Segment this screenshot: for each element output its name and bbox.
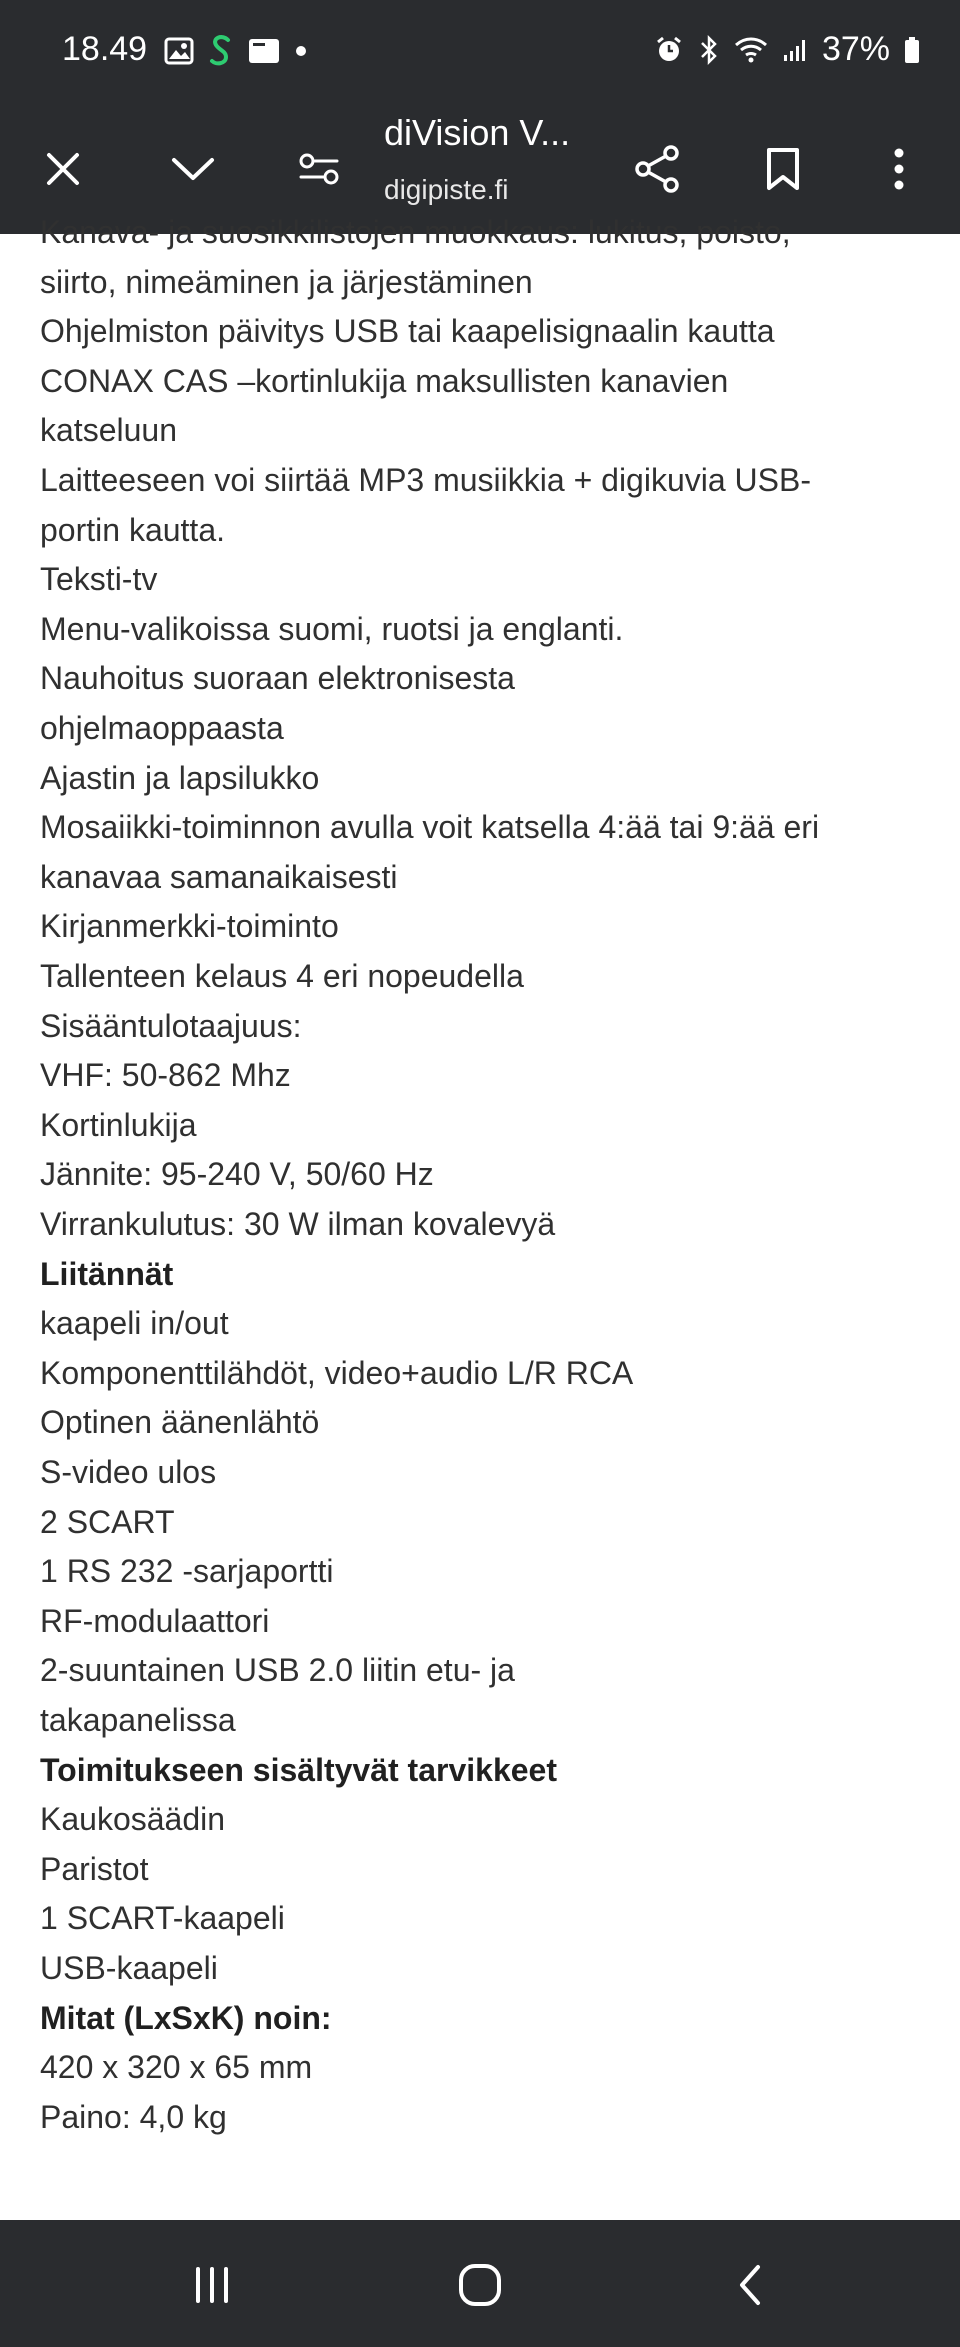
recents-icon — [192, 2266, 232, 2304]
spec-line: Mosaiikki-toiminnon avulla voit katsella 4:ää tai 9:ää eri — [40, 809, 820, 846]
spec-line: Laitteeseen voi siirtää MP3 musiikkia + digikuvia USB- — [40, 462, 811, 498]
tune-icon — [297, 151, 341, 187]
spec-line: Kanava- ja suosikkilistojen muokkaus: lukitus, poisto, — [40, 214, 791, 250]
spec-line: takapanelissa — [40, 1702, 236, 1738]
spec-line: ohjelmaoppaasta — [40, 710, 284, 746]
tablet-icon — [248, 38, 280, 64]
alarm-icon — [654, 35, 684, 65]
spec-line: Optinen äänenlähtö — [40, 1404, 320, 1441]
signal-icon — [782, 37, 808, 63]
spec-line: 2-suuntainen USB 2.0 liitin etu- ja — [40, 1652, 515, 1689]
more-vert-icon — [892, 147, 906, 191]
section-heading: Liitännät — [40, 1255, 174, 1292]
spec-line: 420 x 320 x 65 mm — [40, 2049, 313, 2086]
status-time: 18.49 — [62, 30, 148, 68]
spec-line: Kortinlukija — [40, 1106, 197, 1143]
spec-line: Paino: 4,0 kg — [40, 2098, 227, 2135]
spec-line: 1 RS 232 -sarjaportti — [40, 1553, 334, 1590]
spec-line: Kirjanmerkki-toiminto — [40, 908, 339, 945]
spec-line: Teksti-tv — [40, 561, 158, 598]
page-title[interactable]: diVision V... — [384, 112, 571, 153]
spec-line: Kaukosäädin — [40, 1801, 226, 1838]
spec-line: Jännite: 95-240 V, 50/60 Hz — [40, 1156, 434, 1193]
page-content — [0, 214, 960, 2220]
system-icons — [654, 30, 920, 69]
battery-icon — [904, 36, 920, 64]
bookmark-icon — [765, 146, 801, 192]
spec-line: portin kautta. — [40, 511, 225, 548]
chevron-down-icon — [170, 154, 216, 184]
minimize-button[interactable] — [158, 134, 228, 204]
spec-line: Ohjelmiston päivitys USB tai kaapelisignaalin kautta — [40, 313, 775, 350]
section-heading: Toimitukseen sisältyvät tarvikkeet — [40, 1751, 557, 1788]
spec-line: katseluun — [40, 412, 177, 449]
spec-line: 1 SCART-kaapeli — [40, 1900, 285, 1937]
gallery-icon — [164, 37, 194, 65]
close-icon — [43, 149, 83, 189]
status-bar — [0, 0, 960, 104]
spec-line: Menu-valikoissa suomi, ruotsi ja englanti. — [40, 610, 624, 647]
wifi-icon — [734, 36, 768, 64]
spec-line: Ajastin ja lapsilukko — [40, 759, 320, 796]
spec-line: CONAX CAS –kortinlukija maksullisten kanavien — [40, 362, 729, 399]
page-domain[interactable]: digipiste.fi — [384, 174, 509, 205]
spec-line: Sisääntulotaajuus: — [40, 1007, 302, 1044]
notification-icons — [164, 34, 308, 68]
app-s-icon — [208, 34, 234, 68]
spec-line: 2 SCART — [40, 1503, 175, 1540]
spec-line: kaapeli in/out — [40, 1305, 229, 1342]
spec-line: kanavaa samanaikaisesti — [40, 858, 398, 895]
bluetooth-icon — [698, 35, 720, 65]
spec-line: Paristot — [40, 1850, 149, 1887]
spec-line: Nauhoitus suoraan elektronisesta — [40, 660, 515, 697]
back-button[interactable] — [710, 2250, 790, 2320]
spec-line: USB-kaapeli — [40, 1950, 218, 1986]
spec-line: VHF: 50-862 Mhz — [40, 1057, 291, 1094]
more-options-button[interactable] — [864, 134, 934, 204]
section-heading: Mitat (LxSxK) noin: — [40, 1999, 332, 2036]
recents-button[interactable] — [172, 2250, 252, 2320]
share-icon — [633, 144, 681, 194]
spec-line: Virrankulutus: 30 W ilman kovalevyä — [40, 1206, 556, 1242]
home-icon — [458, 2263, 502, 2307]
spec-line: Komponenttilähdöt, video+audio L/R RCA — [40, 1354, 634, 1391]
spec-line: RF-modulaattori — [40, 1602, 270, 1639]
bookmark-button[interactable] — [748, 134, 818, 204]
spec-line: siirto, nimeäminen ja järjestäminen — [40, 263, 533, 300]
page-info-button[interactable] — [284, 134, 354, 204]
dot-icon — [294, 44, 308, 58]
close-button[interactable] — [28, 134, 98, 204]
back-icon — [736, 2263, 764, 2307]
battery-percent: 37% — [821, 30, 890, 68]
home-button[interactable] — [440, 2250, 520, 2320]
spec-line: S-video ulos — [40, 1454, 217, 1490]
system-nav-bar — [0, 2220, 960, 2347]
spec-line: Tallenteen kelaus 4 eri nopeudella — [40, 958, 524, 994]
share-button[interactable] — [622, 134, 692, 204]
